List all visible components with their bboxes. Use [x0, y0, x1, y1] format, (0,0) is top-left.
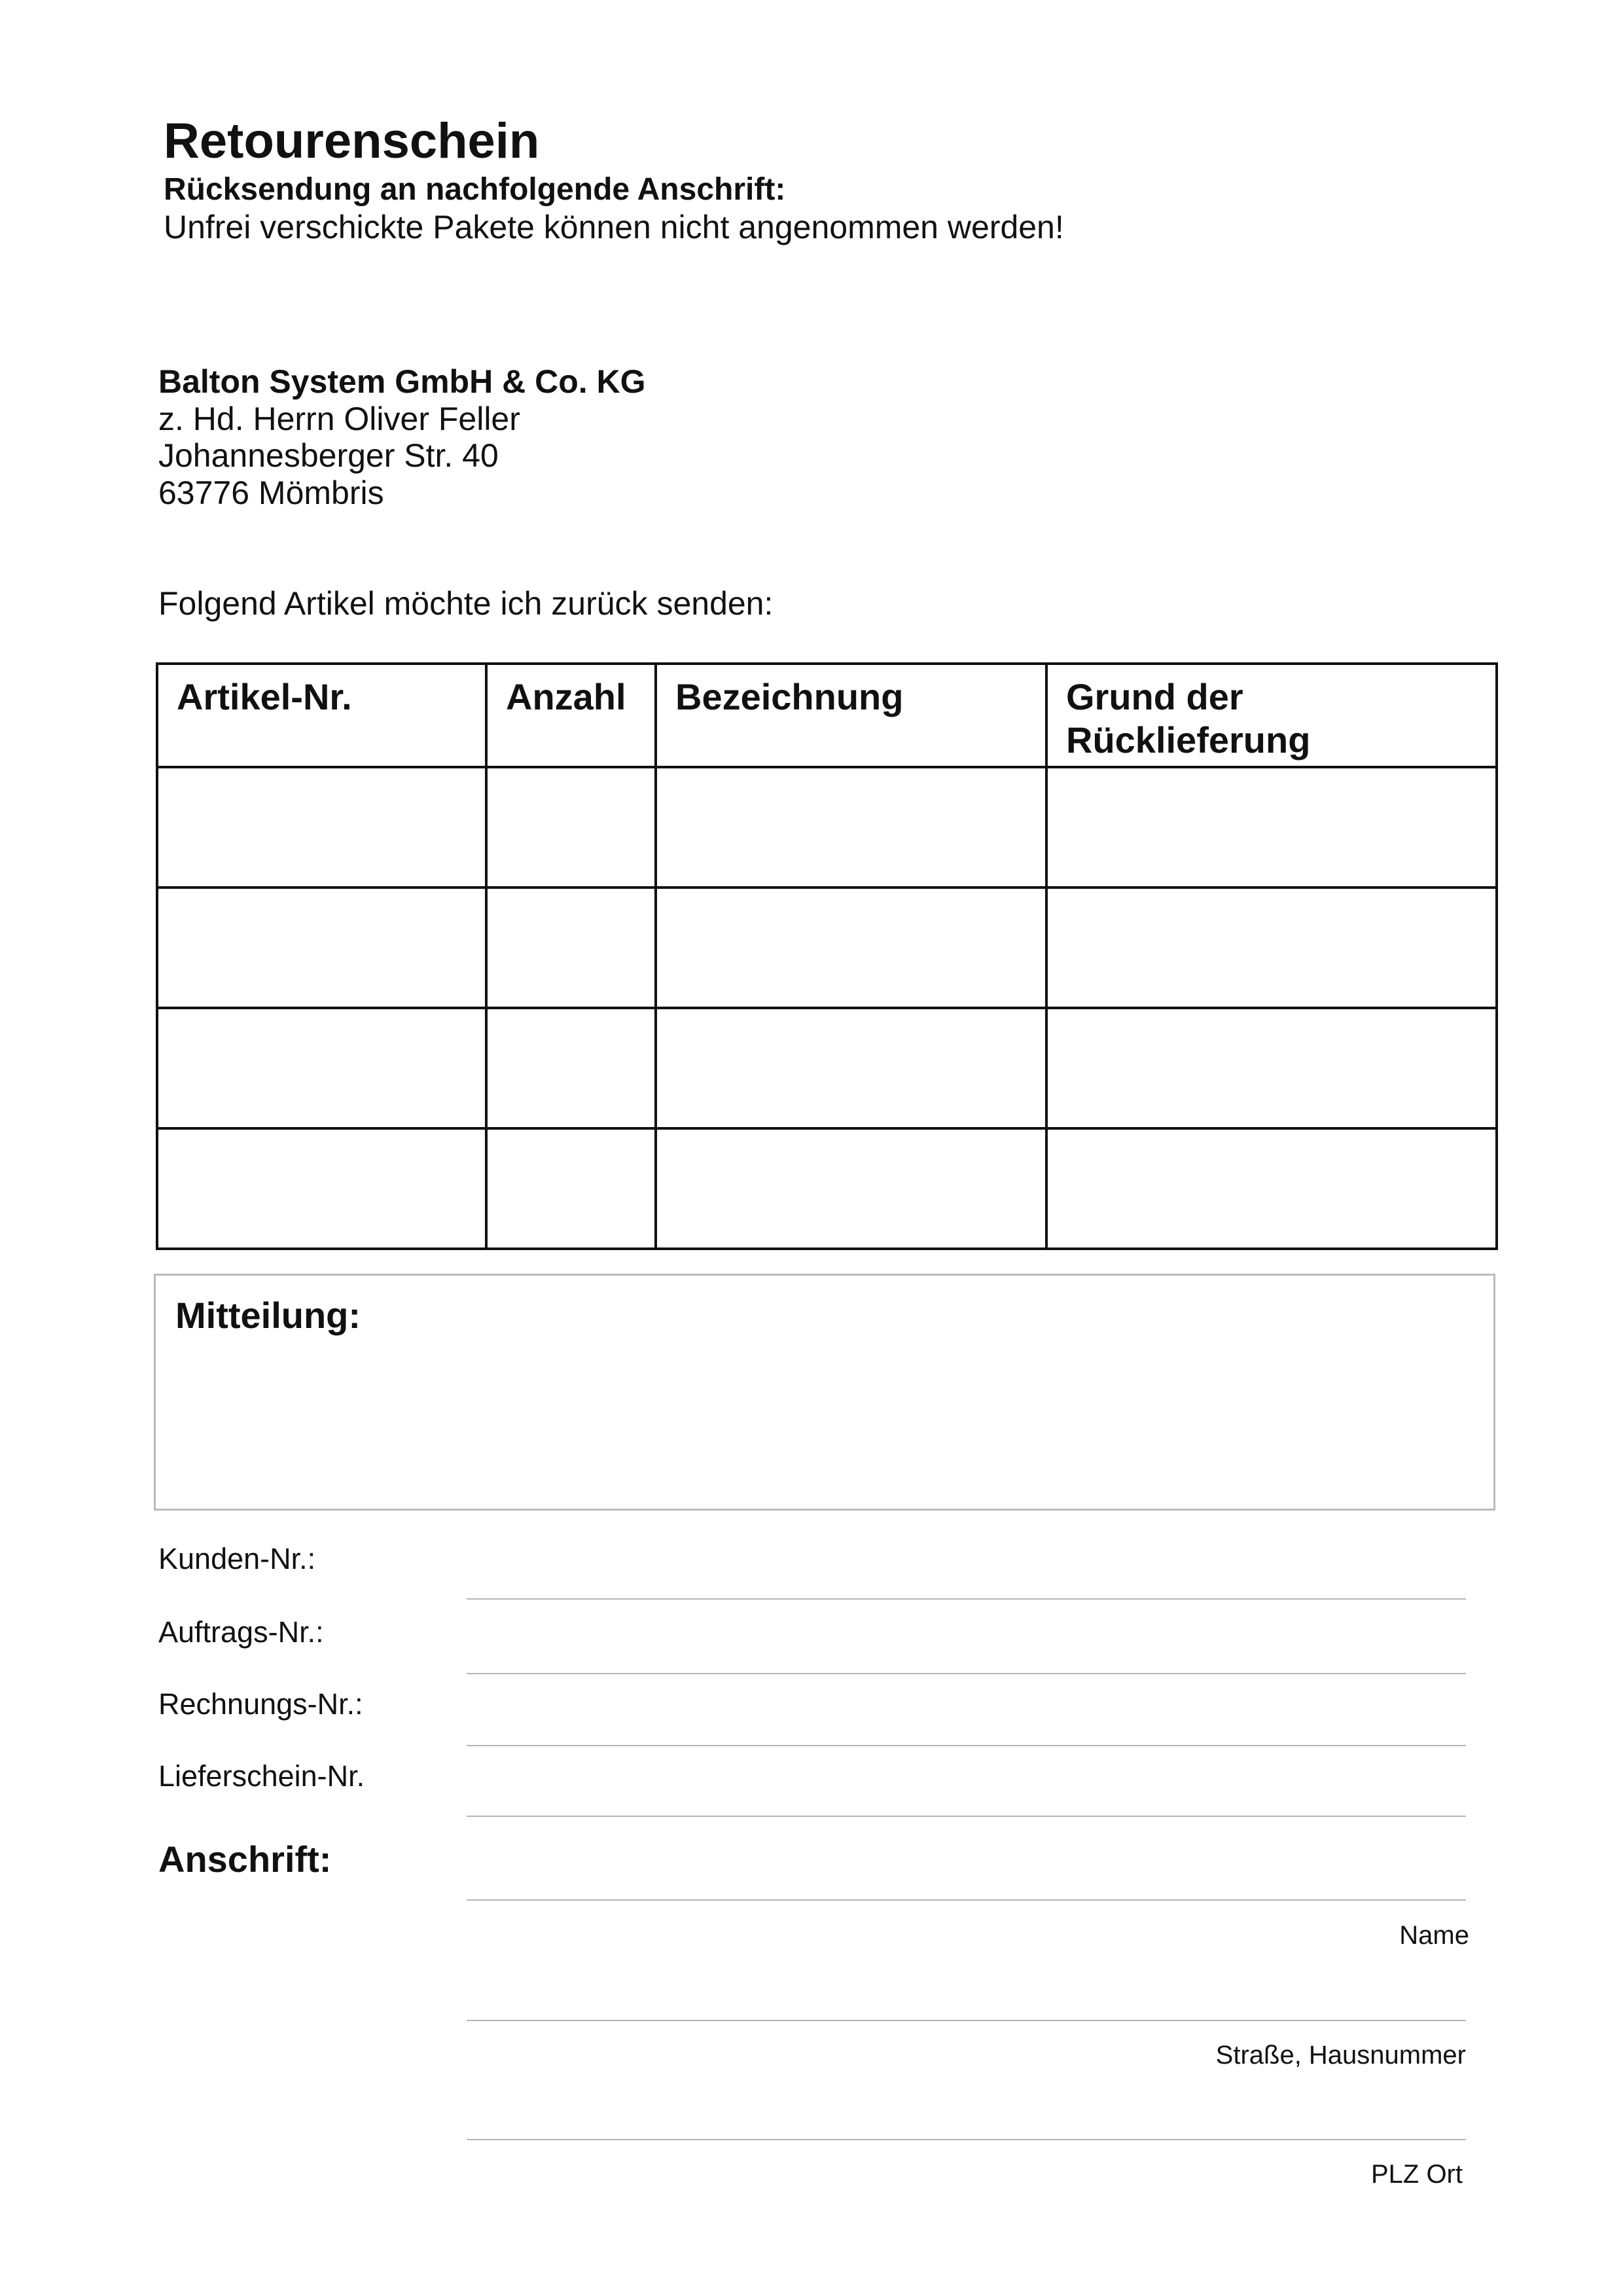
- column-header-article-no: Artikel-Nr.: [157, 664, 486, 767]
- page-title: Retourenschein: [164, 113, 540, 169]
- column-header-description: Bezeichnung: [656, 664, 1046, 767]
- items-intro: Folgend Artikel möchte ich zurück senden:: [158, 585, 774, 622]
- cell-description[interactable]: [656, 1128, 1046, 1249]
- invoice-no-label: Rechnungs-Nr.:: [158, 1687, 363, 1721]
- address-street-field[interactable]: [467, 2020, 1466, 2021]
- address-city-caption: PLZ Ort: [1370, 2160, 1463, 2189]
- cell-article-no[interactable]: [157, 767, 486, 888]
- recipient-street: Johannesberger Str. 40: [158, 437, 499, 474]
- table-header-row: [157, 664, 1497, 767]
- customer-no-field[interactable]: [467, 1598, 1466, 1600]
- cell-quantity[interactable]: [486, 1008, 656, 1128]
- table-row: [157, 1008, 1497, 1128]
- order-no-field[interactable]: [467, 1673, 1466, 1674]
- address-label: Anschrift:: [158, 1839, 332, 1880]
- table-row: [157, 888, 1497, 1008]
- cell-return-reason[interactable]: [1046, 1128, 1497, 1249]
- return-items-table: [156, 662, 1498, 1250]
- recipient-company: Balton System GmbH & Co. KG: [158, 363, 646, 400]
- cell-return-reason[interactable]: [1046, 888, 1497, 1008]
- address-city-field[interactable]: [467, 2139, 1466, 2140]
- cell-quantity[interactable]: [486, 767, 656, 888]
- cell-quantity[interactable]: [486, 888, 656, 1008]
- delivery-note-no-label: Lieferschein-Nr.: [158, 1759, 365, 1793]
- message-label: Mitteilung:: [175, 1295, 361, 1336]
- cell-description[interactable]: [656, 888, 1046, 1008]
- address-street-caption: Straße, Hausnummer: [1215, 2041, 1466, 2070]
- address-name-caption: Name: [1399, 1921, 1469, 1950]
- recipient-attention: z. Hd. Herrn Oliver Feller: [158, 401, 520, 437]
- cell-article-no[interactable]: [157, 1128, 486, 1249]
- cell-quantity[interactable]: [486, 1128, 656, 1249]
- table-row: [157, 1128, 1497, 1249]
- recipient-city: 63776 Mömbris: [158, 475, 384, 511]
- cell-return-reason[interactable]: [1046, 1008, 1497, 1128]
- cell-description[interactable]: [656, 767, 1046, 888]
- address-name-field[interactable]: [467, 1899, 1466, 1901]
- invoice-no-field[interactable]: [467, 1745, 1466, 1746]
- delivery-note-no-field[interactable]: [467, 1816, 1466, 1817]
- page-subtitle: Rücksendung an nachfolgende Anschrift:: [164, 172, 786, 207]
- customer-no-label: Kunden-Nr.:: [158, 1542, 316, 1575]
- cell-description[interactable]: [656, 1008, 1046, 1128]
- message-box[interactable]: [154, 1274, 1495, 1511]
- column-header-quantity: Anzahl: [486, 664, 656, 767]
- shipping-notice: Unfrei verschickte Pakete können nicht angenommen werden!: [164, 209, 1064, 245]
- column-header-return-reason: Grund der Rücklieferung: [1046, 664, 1497, 767]
- cell-return-reason[interactable]: [1046, 767, 1497, 888]
- cell-article-no[interactable]: [157, 1008, 486, 1128]
- cell-article-no[interactable]: [157, 888, 486, 1008]
- table-row: [157, 767, 1497, 888]
- order-no-label: Auftrags-Nr.:: [158, 1615, 324, 1649]
